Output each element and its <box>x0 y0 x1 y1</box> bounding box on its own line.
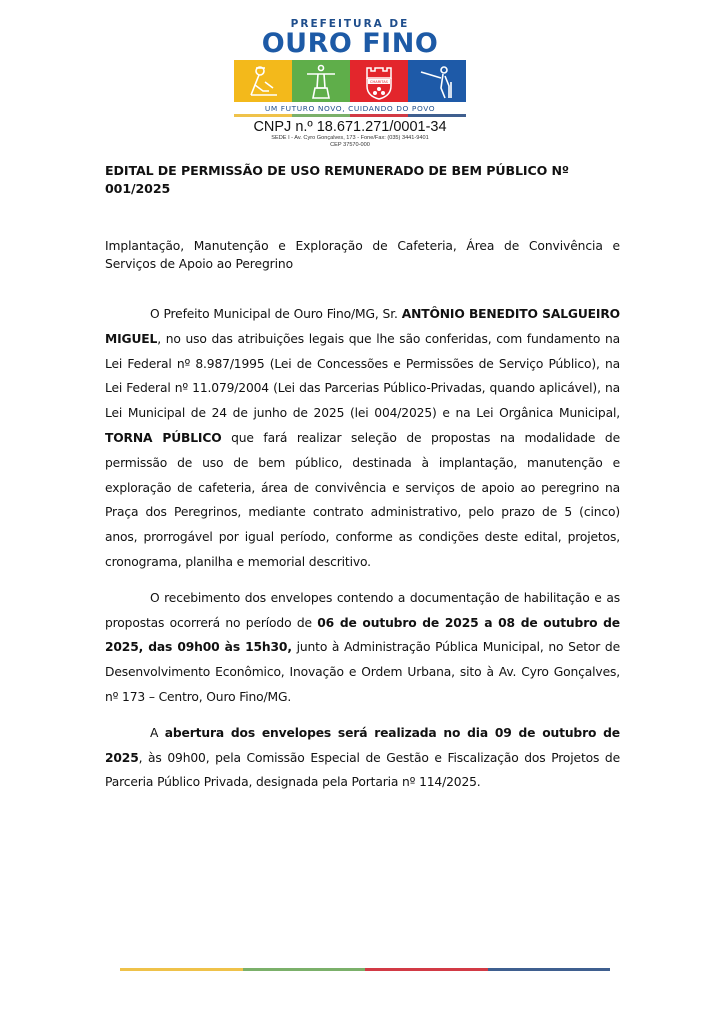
text: A <box>150 725 165 740</box>
mayor-name: ANTÔNIO BENEDITO SALGUEIRO MIGUEL <box>105 307 620 346</box>
paragraph-envelope-opening <box>105 721 620 795</box>
logo-slogan: UM FUTURO NOVO, CUIDANDO DO POVO <box>264 104 436 113</box>
paragraph-envelope-receipt <box>105 586 620 710</box>
christ-statue-icon <box>292 60 350 102</box>
header-color-stripe <box>234 114 466 117</box>
torna-publico: TORNA PÚBLICO <box>105 430 222 445</box>
address: SEDE I - Av. Cyro Gonçalves, 173 - Fone/Fax: (035) 3441-9401 <box>271 135 429 141</box>
text: O Prefeito Municipal de Ouro Fino/MG, Sr. <box>150 307 402 321</box>
document-subtitle: Implantação, Manutenção e Exploração de Cafeteria, Área de Convivência e Serviços de Apoio ao Peregrino <box>105 239 620 271</box>
cep: CEP 37570-000 <box>330 142 370 148</box>
logo-panels <box>234 60 466 102</box>
text: , no uso das atribuições legais que lhe são conferidas, com fundamento na Lei Federal nº 8.987/1995 (Lei de Concessões e Permissões de Serviço Público), na Lei Federal nº 11.079/2004 (Lei das Parcerias Público-Privadas, quando aplicável), na Lei Municipal de 24 de junho de 2025 (lei 004/2025) e na Lei Orgânica Municipal, <box>105 331 620 421</box>
text: junto à Administração Pública Municipal, no Setor de Desenvolvimento Econômico, Inovação e Ordem Urbana, sito à Av. Cyro Gonçalves, nº 173 – Centro, Ouro Fino/MG. <box>105 640 620 704</box>
logo-prefix: PREFEITURA DE <box>290 18 410 30</box>
document-content <box>105 162 620 795</box>
document-title: EDITAL DE PERMISSÃO DE USO REMUNERADO DE BEM PÚBLICO Nº 001/2025 <box>105 163 569 196</box>
footer-color-stripe <box>120 968 610 971</box>
miner-icon <box>234 60 292 102</box>
logo-badge-text: CHARITAS <box>370 80 388 85</box>
paragraph-announcement <box>105 302 620 575</box>
cnpj: CNPJ n.º 18.671.271/0001-34 <box>253 119 447 135</box>
prefeitura-logo <box>234 18 466 149</box>
text: que fará realizar seleção de propostas na modalidade de permissão de uso de bem público, destinada à implantação, manutenção e exploração de cafeteria, área de convivência e serviços de apoio ao peregrino na Praça dos Peregrinos, mediante contrato administrativo, pelo prazo de 5 (cinco) anos, prorrogável por igual período, conforme as condições deste edital, projetos, cronograma, planilha e memorial descritivo. <box>105 430 620 569</box>
pilgrim-icon <box>408 60 466 102</box>
text: O recebimento dos envelopes contendo a documentação de habilitação e as propostas ocorrerá no período de <box>105 590 620 630</box>
text: , às 09h00, pela Comissão Especial de Gestão e Fiscalização dos Projetos de Parceria Público Privada, designada pela Portaria nº 114/2025. <box>105 750 620 790</box>
opening-date: abertura dos envelopes será realizada no dia 09 de outubro de 2025 <box>105 725 620 765</box>
charitas-shield-icon <box>350 60 408 102</box>
receipt-period: 06 de outubro de 2025 a 08 de outubro de 2025, das 09h00 às 15h30, <box>105 615 620 655</box>
logo-city-name: OURO FINO <box>261 28 439 59</box>
